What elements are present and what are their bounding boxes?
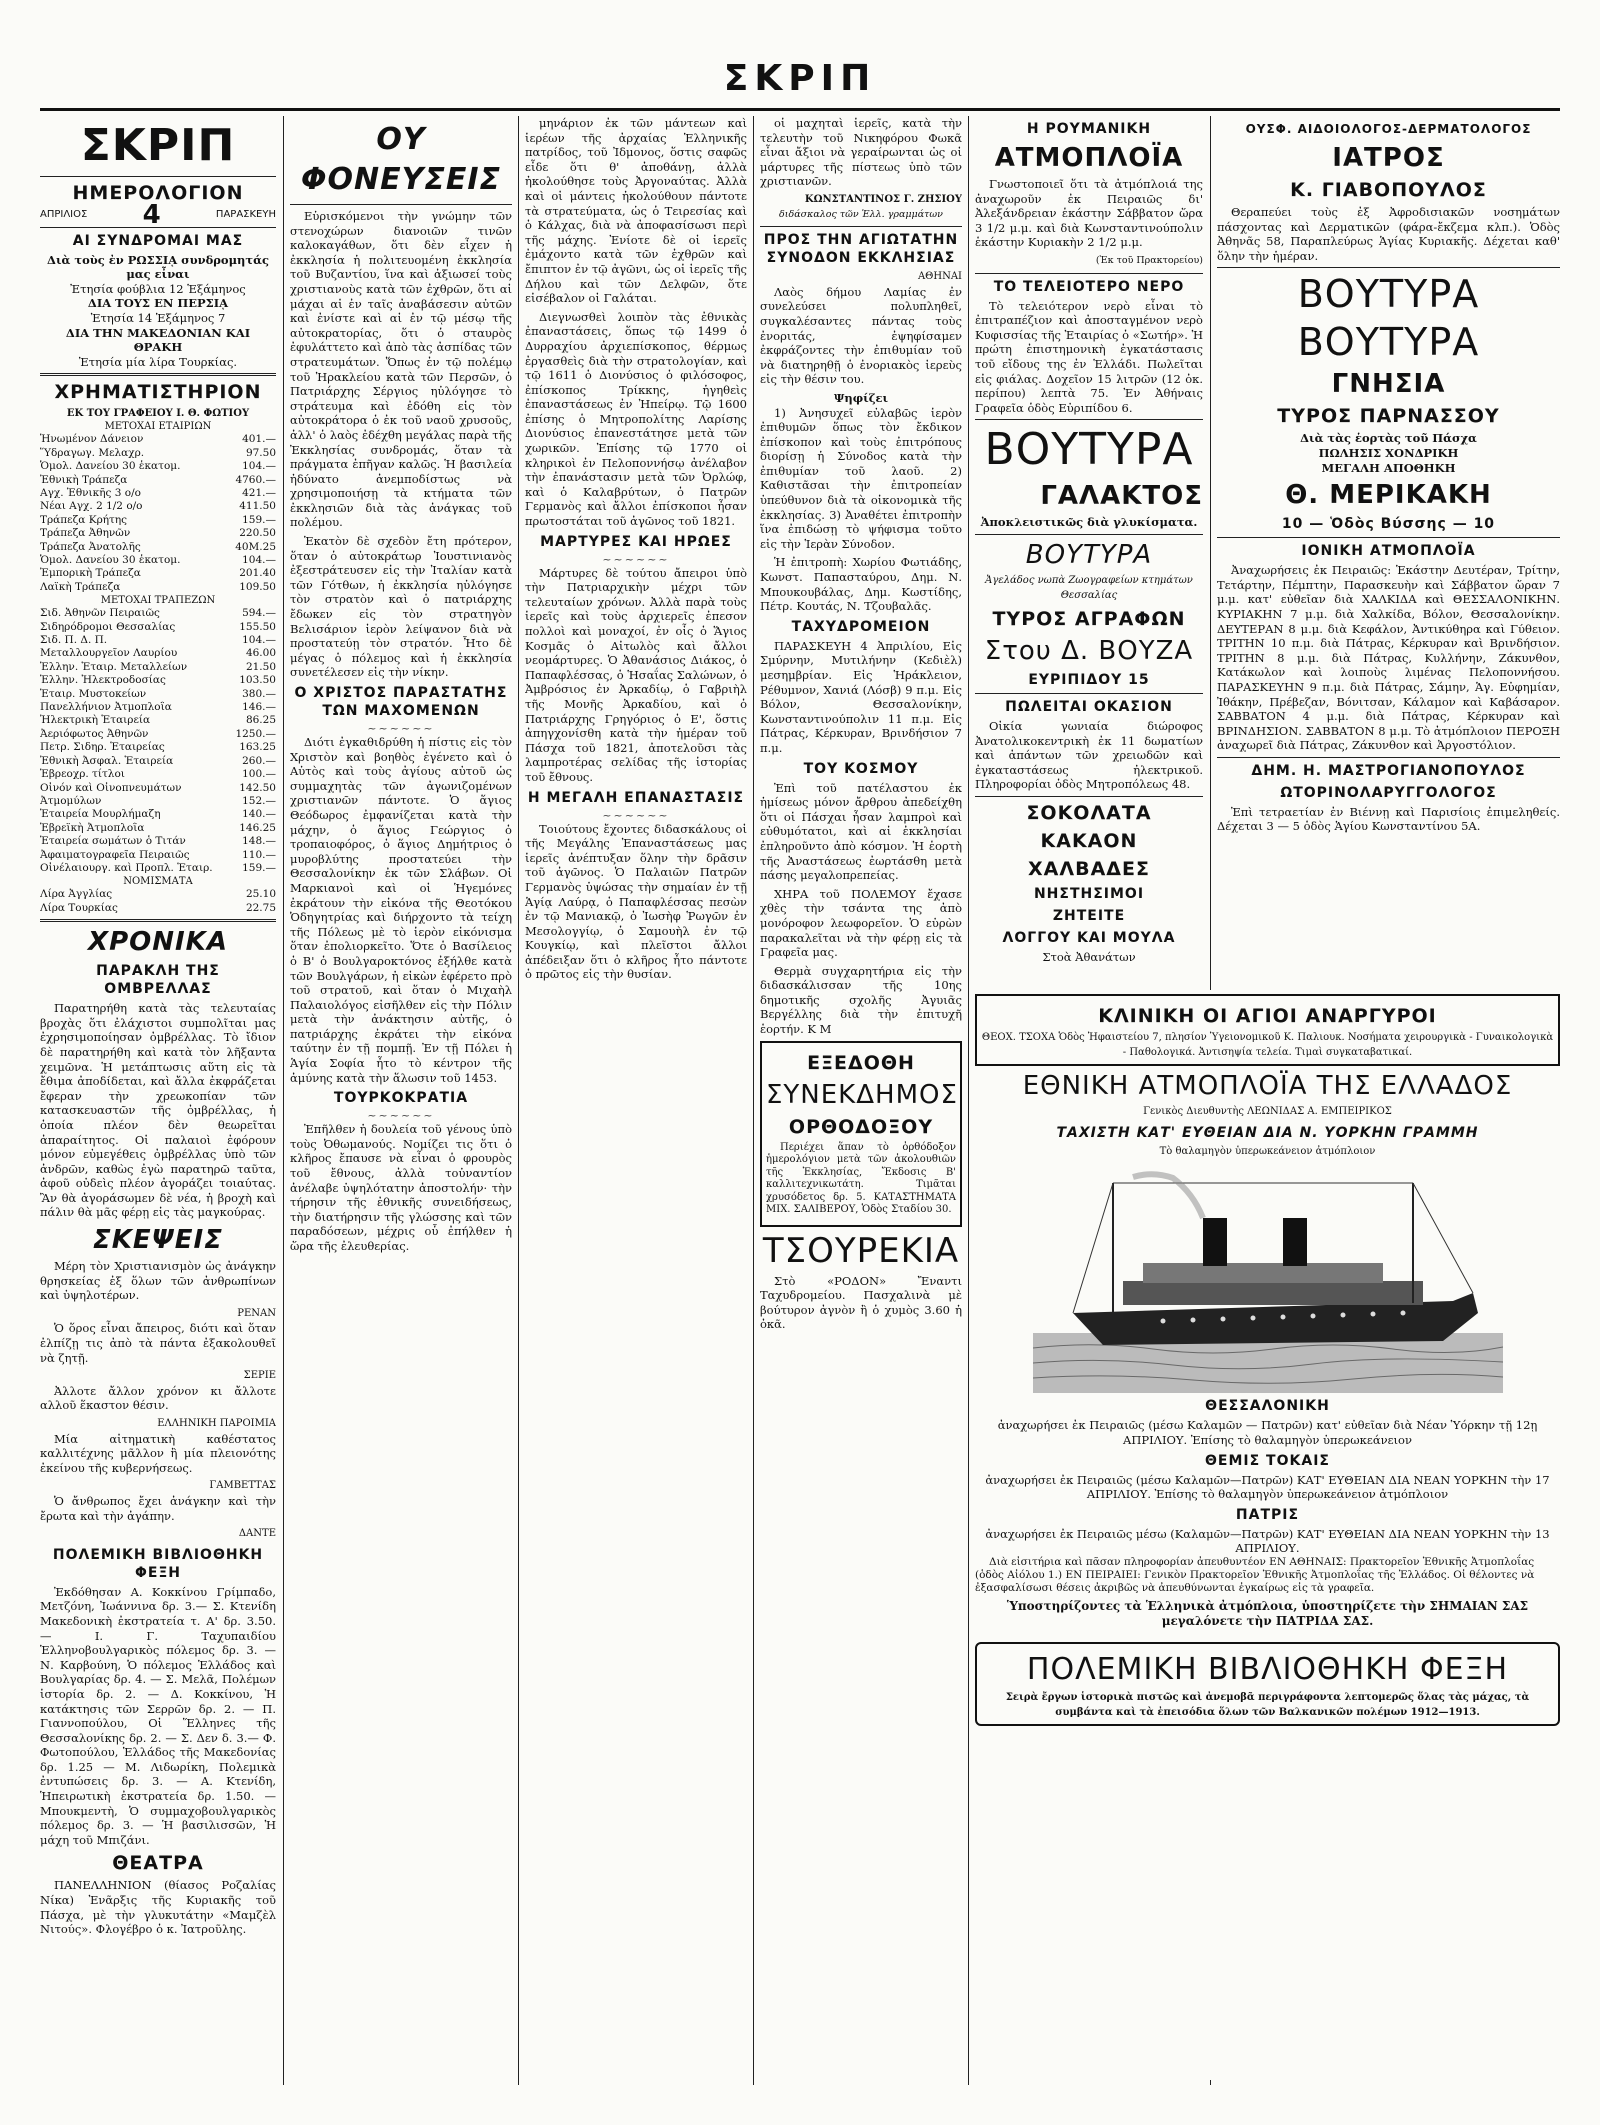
table-row <box>40 862 276 875</box>
masthead: ΣΚΡΙΠ <box>723 58 877 99</box>
article-text: οἱ μαχηταὶ ἱερεῖς, κατὰ τὴν τελευτὴν τοῦ Νικηφόρου Φωκᾶ εἶναι ἄξιοι νὰ γεραίρωνται ὡς οἱ μάρτυρες τῆς πίστεως ὑπὸ τῶν χριστιανῶν. <box>760 116 962 189</box>
article-text: Ἐπῆλθεν ἡ δουλεία τοῦ γένους ὑπὸ τοὺς Ὀθωμανούς. Νομίζει τις ὅτι ὁ κλῆρος ἔπαυσε νὰ εἶναι ὁ φρουρὸς τοῦ ἔθνους, ἀλλὰ τοὐναντίον ἀνέλαβε ὑψηλότατην ἀποστολήν· τὴν τήρησιν τῆς ἐθνικῆς συνειδήσεως, τὴν διατήρησιν τῆς γλώσσης καὶ τῶν παραδόσεων, μέχρις οὗ ἐπήλθεν ἡ ὥρα τῆς ἐλευθερίας. <box>290 1122 512 1253</box>
row-value: 21.50 <box>245 660 276 673</box>
theatres-heading: ΘΕΑΤΡΑ <box>112 1852 204 1875</box>
advert-line: ΤΑΧΙΣΤΗ ΚΑΤ' ΕΥΘΕΙΑΝ ΔΙΑ Ν. ΥΟΡΚΗΝ ΓΡΑΜΜΗ <box>1056 1124 1479 1141</box>
calendar-weekday: ΠΑΡΑΣΚΕΥΗ <box>215 209 276 220</box>
divider <box>975 534 1203 535</box>
advert-text: Διὰ εἰσιτήρια καὶ πᾶσαν πληροφορίαν ἀπευθυντέον ΕΝ ΑΘΗΝΑΙΣ: Πρακτορεῖον Ἐθνικῆς Ἀτμοπλοΐας (ὁδὸς Αἰόλου 1.) ΕΝ ΠΕΙΡΑΙΕΙ: Γενικὸν Πρακτορεῖον Ἐθνικῆς Ἀτμοπλοΐας τῆς Ἑλλάδος. Οἱ θέλοντες νὰ ἐξασφαλίσωσι θέσεις ἀκριβῶς νὰ ἀπευθύνωνται ἐγκαίρως εἰς τὰ γραφεῖα. <box>975 1555 1535 1594</box>
row-value: 163.25 <box>239 741 276 754</box>
row-label: Τράπεζα Ἀνατολῆς <box>40 540 141 553</box>
row-value: 421.— <box>242 486 276 499</box>
row-label: Οἰνόν καὶ Οἰνοπνευμάτων <box>40 781 182 794</box>
advert-line: ΚΑΚΑΟΝ <box>1040 830 1138 853</box>
divider <box>1217 757 1560 758</box>
advert-text: Περιέχει ἅπαν τὸ ὀρθόδοξον ἡμερολόγιον μετὰ τῶν ἀκολουθιῶν τῆς Ἐκκλησίας, Ἔκδοσις Β' καλλιτεχνικωτάτη. Τιμᾶται χρυσόδετος δρ. 5. ΚΑΤΑΣΤΗΜΑΤΑ ΜΙΧ. ΣΑΛΙΒΕΡΟΥ, Ὁδὸς Σταδίου 30. <box>766 1141 956 1216</box>
subscriptions-heading: ΑΙ ΣΥΝΔΡΟΜΑΙ ΜΑΣ <box>72 232 244 249</box>
row-label: Ἡνωμένον Δάνειον <box>40 433 144 446</box>
table-row <box>40 527 276 540</box>
row-label: Λαϊκὴ Τράπεζα <box>40 580 121 593</box>
advert-heading: ΠΩΛΕΙΤΑΙ ΟΚΑΣΙΟΝ <box>1005 699 1173 716</box>
advert-text: Θεραπεύει τοὺς ἐξ Ἀφροδισιακῶν νοσημάτων πάσχοντας καὶ Δερματικῶν (φάρα-ἔκζεμα κλπ.). Ὁδὸς Ἀθηνᾶς 58, Παραπλεύρως Ἁγίας Κυριακῆς. Δέχεται καθ' ὅλην τὴν ἡμέραν. <box>1217 205 1560 263</box>
table-row <box>40 433 276 446</box>
row-label: Ἑβρεϊκὴ Ἀτμοπλοΐα <box>40 821 145 834</box>
row-value: 22.75 <box>245 901 276 914</box>
row-label: Ἀτμομύλων <box>40 794 102 807</box>
table-row <box>40 728 276 741</box>
advert-title: ΒΟΥΤΥΡΑ <box>984 424 1194 476</box>
library-advert <box>975 1642 1560 1726</box>
quote-text: Ὁ ὅρος εἶναι ἄπειρος, διότι καὶ ὅταν ἐλπίζῃ τις ἀπὸ τὰ πάντα ἐξακολουθεῖ νὰ ζητῇ. <box>40 1321 276 1365</box>
article-author-title: διδάσκαλος τῶν Ἑλλ. γραμμάτων <box>779 208 943 220</box>
column-divider <box>968 116 969 2085</box>
advert-text: Γνωστοποιεῖ ὅτι τὰ ἀτμόπλοιά της ἀναχωροῦν ἐκ Πειραιῶς δι' Ἀλεξάνδρειαν ἑκάστην Σάββατον ὥρα 3 1/2 μ.μ. καὶ διὰ Κωνσταντινούπολιν ἑκάστην Κυριακὴν 2 1/2 μ.μ. <box>975 177 1203 250</box>
quote-text: Μέρη τὸν Χριστιανισμὸν ὡς ἀνάγκην θρησκείας ἐξ ὅλων τῶν ἀνθρωπίνων καὶ ὑψηλοτέρων. <box>40 1259 276 1303</box>
row-value: 104.— <box>242 634 276 647</box>
chronika-subheading: ΠΑΡΑΚΛΗ ΤΗΣ ΟΜΒΡΕΛΛΑΣ <box>96 963 220 998</box>
article-subheading: Ο ΧΡΙΣΤΟΣ ΠΑΡΑΣΤΑΤΗΣ ΤΩΝ ΜΑΧΟΜΕΝΩΝ <box>294 685 508 719</box>
advert-address: ΕΥΡΙΠΙΔΟΥ 15 <box>1028 672 1150 689</box>
steamship-illustration <box>1033 1163 1503 1393</box>
stock-list <box>40 607 276 875</box>
row-label: Πετρ. Σιδηρ. Ἑταιρείας <box>40 741 165 754</box>
article-text: Ἡ ἐπιτροπὴ: Χωρίου Φωτιάδης, Κωνστ. Παπασταύρου, Δημ. Ν. Μπουκουβάλας, Δημ. Κωστίδης, Πέτρ. Κουτάς, Ν. Τζουβαλᾶς. <box>760 555 962 614</box>
table-row <box>40 741 276 754</box>
advert-subtitle: ΤΥΡΟΣ ΠΑΡΝΑΣΣΟΥ <box>1277 405 1500 428</box>
table-row <box>40 701 276 714</box>
quote-author: ΔΑΝΤΕ <box>238 1528 276 1540</box>
divider <box>760 226 962 227</box>
advert-heading: ΤΟ ΤΕΛΕΙΟΤΕΡΟ ΝΕΡΟ <box>993 278 1185 295</box>
quote-author: ΡΕΝΑΝ <box>237 1307 276 1319</box>
row-value: 146.25 <box>239 821 276 834</box>
article-text: μηνάριον ἐκ τῶν μάντεων καὶ ἱερέων τῆς ἀρχαίας Ἑλληνικῆς πατρίδος, τοῦ Ἰδμονος, ὅστις σαφῶς εἶδε ὅτι θ' ἀποθάνῃ, ἀλλὰ ἠκολούθησε τοὺς Ἀργοναύτας. Ἀλλὰ καὶ οἱ μάντεις ἠκολούθουν πάντοτε τὰ στρατεύματα, ὡς ὁ Τειρεσίας καὶ ὁ Κάλχας, διὰ νὰ ἀποφασίσωσι περὶ τῆς μάχης. Ἐνίοτε δὲ οἱ ἱερεῖς ἐμάχοντο κατὰ τῶν ἐχθρῶν καὶ ἔπιπτον ἐν τῷ ἀγῶνι, ὡς οἱ ἱερεῖς τῆς Δήλου καὶ τῶν Δελφῶν, ὅτε εἰσέβαλον οἱ Γαλάται. <box>525 116 747 306</box>
advert-text: Ἀγελάδος νωπὰ Ζωογραφείων κτημάτων Θεσσαλίας <box>985 574 1193 601</box>
paper-title: ΣΚΡΙΠ <box>80 120 236 171</box>
advert-slogan: Ὑποστηρίζοντες τὰ Ἑλληνικὰ ἀτμόπλοια, ὑποστηρίζετε τὴν ΣΗΜΑΙΑΝ ΣΑΣ μεγαλόνετε τὴν ΠΑΤΡΙΔΑ ΣΑΣ. <box>1006 1598 1529 1628</box>
article-text: Θερμὰ συγχαρητήρια εἰς τὴν διδασκάλισσαν τῆς 10ης δημοτικῆς σχολῆς Ἀγυιᾶς Βεργέλλης διὰ τὴν ἐπιτυχῆ ἑορτήν. Κ Μ <box>760 963 962 1037</box>
table-row <box>40 714 276 727</box>
row-label: Τράπεζα Ἀθηνῶν <box>40 527 131 540</box>
row-value: 411.50 <box>239 500 276 513</box>
article-text: ΠΑΡΑΣΚΕΥΗ 4 Ἀπριλίου, Εἰς Σμύρνην, Μυτιλήνην (Κεδιὲλ) μεσημβρίαν. Εἰς Ἡράκλειον, Ρέθυμνον, Χανιά (Λόσβ) 9 π.μ. Εἰς Βόλον, Θεσσαλονίκην, Κωνσταντινούπολιν 11 π.μ. Εἰς Πάτρας, Κέρκυραν, Βρινδήσιον 7 π.μ. <box>760 638 962 755</box>
advert-subtitle: ΤΥΡΟΣ ΑΓΡΑΦΩΝ <box>992 608 1186 631</box>
divider <box>40 919 276 922</box>
row-value: 103.50 <box>239 674 276 687</box>
article-text: Ἐκδόθησαν Α. Κοκκίνου Γρίμπαδο, Μετζόνη, Ἰωάννινα δρ. 3.— Σ. Κτενίδη Μακεδονικὴ ἐκστρατεία τ. Α' δρ. 3.50.— Ι. Γ. Ταχυπαιδίου Ἑλληνοβουλγαρικὸς πόλεμος δρ. 3. — Ν. Καρβούνη, Ὁ πόλεμος Ἑλλάδος καὶ Βουλγαρίας δρ. 4. — Σ. Μελᾶ, Πολέμων ἱστορία δρ. 2. — Δ. Κοκκίνου, Ἡ κατάκτησις τῶν Σερρῶν δρ. 2. — Π. Γιαννοπούλου, Οἱ Ἕλληνες τῆς Θεσσαλονίκης δρ. 2. — Σ. Δεν δ. 3.— Φ. Φωτοπούλου, Ἑλλάδος τῆς Μακεδονίας δρ. 1.25 — Μ. Λιδωρίκη, Πολεμικὰ ἐντυπώσεις δρ. 3. — Α. Κτενίδη, Ἡπειρωτικὴ ἐκστρατεία δρ. 1.50. — Μπουκμεντὴ, Ὁ συμμαχοβουλγαρικὸς πόλεμος δρ. 3. — Ἡ βασιλισσῶν, Ἡ μάχη τοῦ Μπιζάνι. <box>40 1584 276 1847</box>
article-subheading: Ψηφίζει <box>833 390 889 405</box>
row-value: 401.— <box>242 433 276 446</box>
article-text: Διεγνωσθεὶ λοιπὸν τὰς ἐθνικὰς ἐπαναστάσεις, ὅπως τῷ 1499 ὁ Δυρραχίου ἀρχιεπίσκοπος, θέρμως ἐργασθεὶς διὰ τὴν στρατολογίαν, καὶ τῷ 1611 ὁ Διονύσιος ὁ φιλόσοφος, ἐπίσκοπος Τρίκκης, ἡγηθεὶς ἐπαναστάσεως ἐν Ἠπείρῳ. Τῷ 1600 ἐπίσης ὁ Μητροπολίτης Λαρίσης Διονύσιος ἐπανεστάτησε μετὰ τῶν χωρικῶν. Ἐπίσης τῷ 1770 οἱ κληρικοὶ ἐν Πελοποννήσῳ ἀνέλαβον τὴν ἐπανάστασιν μετὰ τῶν Ὀρλώφ, καὶ ὁ Καλαβρύτων, ὁ Πατρῶν Γερμανὸς καὶ ἄλλοι ἐπίσκοποι ἦσαν πρωτοστάται τοῦ ἀγῶνος τοῦ 1821. <box>525 309 747 529</box>
advert-title: ΒΟΥΤΥΡΑ <box>1297 272 1480 317</box>
quote-text: Ἀλλοτε ἄλλον χρόνον κι ἄλλοτε αλλοῦ ἕκαστον θέσιν. <box>40 1383 276 1413</box>
quote-text: Ὁ ἄνθρωπος ἔχει ἀνάγκην καὶ τὴν ἔρωτα καὶ τὴν ἀγάπην. <box>40 1493 276 1523</box>
advert-heading: ΕΞΕΔΟΘΗ <box>807 1051 915 1074</box>
ship-name: ΠΑΤΡΙΣ <box>1235 1506 1300 1523</box>
table-row <box>40 514 276 527</box>
article-headline: ΟΥ ΦΟΝΕΥΣΕΙΣ <box>301 122 501 197</box>
article-text: Λαὸς δήμου Λαμίας ἐν συνελεύσει πολυπληθεῖ, συγκαλέσαντες πάντας τοὺς ἐνοριτάς, ἐψηφίσαμεν ἐκφράζοντες τὴν ἐπιθυμίαν τοῦ νὰ διατηρηθῇ ὁ ἐνοριακὸς ἱερεὺς εἰς τὴν θέσιν του. <box>760 284 962 387</box>
ship-text: ἀναχωρήσει ἐκ Πειραιῶς μέσω (Καλαμῶν—Πατρῶν) ΚΑΤ' ΕΥΘΕΙΑΝ ΔΙΑ ΝΕΑΝ ΥΟΡΚΗΝ τὴν 13 ΑΠΡΙΛΙΟΥ. <box>985 1526 1550 1556</box>
row-label: Νέαι Αγχ. 2 1/2 ο/ο <box>40 500 143 513</box>
column-6 <box>1217 116 1560 985</box>
row-label: Ἐθνικὴ Τράπεζα <box>40 473 128 486</box>
ship-text: ἀναχωρήσει ἐκ Πειραιῶς (μέσω Καλαμῶν — Πατρῶν) κατ' εὐθεῖαν διὰ Νέαν Ὑόρκην τῇ 12ῃ ΑΠΡΙΛΙΟΥ. Ἐπίσης τὸ θαλαμηγὸν ὑπερωκεάνειον <box>997 1418 1538 1447</box>
advert-line: ΠΩΛΗΣΙΣ ΧΟΝΔΡΙΚΗ <box>1318 445 1459 460</box>
row-value: 142.50 <box>239 781 276 794</box>
row-value: 104.— <box>242 460 276 473</box>
row-value: 220.50 <box>239 527 276 540</box>
advert-text: Ἐπὶ τετραετίαν ἐν Βιέννῃ καὶ Παρισίοις ἐπιμεληθείς. Δέχεται 3 — 5 ὁδὸς Ἁγίου Κωνσταντίνου 5Α. <box>1217 804 1560 834</box>
advert-name: ΔΗΜ. Η. ΜΑΣΤΡΟΓΙΑΝΟΠΟΥΛΟΣ <box>1251 762 1526 779</box>
table-row <box>40 474 276 487</box>
quote-text: Μία αἰτηματικὴ καθέστατος καλλιτέχνης μᾶλλον ἢ μία πλειονότης ἐκείνου τῆς κυβερνήσεως. <box>40 1431 276 1475</box>
article-text: ΠΑΝΕΛΛΗΝΙΟΝ (θίασος Ροζαλίας Νίκα) Ἐνᾶρξις τῆς Κυριακῆς τοῦ Πάσχα, μὲ τὴν γλυκυτάτην «Μαμζὲλ Νιτούς». Φλογέβρο ὁ κ. Ἰατροῦλης. <box>40 1878 276 1937</box>
article-author: ΚΩΝΣΤΑΝΤΙΝΟΣ Γ. ΖΗΣΙΟΥ <box>804 193 962 205</box>
advert-text: Ἀναχωρήσεις ἐκ Πειραιῶς: Ἑκάστην Δευτέραν, Τρίτην, Τετάρτην, Πέμπτην, Παρασκευὴν καὶ Σάββατον ὥραν 7 μ.μ. κατ' εὐθεῖαν διὰ ΧΑΛΚΙΔΑ καὶ ΘΕΣΣΑΛΟΝΙΚΗΝ. ΚΥΡΙΑΚΗΝ 7 μ.μ. διὰ Χαλκίδα, Βόλον, Θεσσαλονίκην. ΔΕΥΤΕΡΑΝ 8 μ.μ. διὰ Κεφάλον, Ἀντικύθηρα καὶ Γύθειον. ΤΡΙΤΗΝ 10 π.μ. διὰ Πάτρας, Κέρκυραν καὶ Βρινδήσιον. ΤΡΙΤΗΝ 8 μ.μ. διὰ Πάτρας, Κυλλήνην, Ζάκυνθον, Κατάκωλον καὶ λοιποὺς λιμένας Πελοποννήσου. ΠΑΡΑΣΚΕΥΗΝ 9 π.μ. διὰ Πάτρας, Σάμην, Ἁγ. Εὐφημίαν, Ἰθάκην, Πρέβεζαν, Βόνιτσαν, Κάλαμον καὶ Καβάσαρον. ΣΑΒΒΑΤΟΝ 4 μ.μ. διὰ Πάτρας, Κέρκυραν καὶ ΒΡΙΝΔΗΣΙΟΝ. ΣΑΒΒΑΤΟΝ 8 μ.μ. Τὸ ἀτμόπλοιον ΠΕΡΟΞΗ ἀναχωρεῖ διὰ Πάτρας, Ζάκυνθον καὶ Ἀργοστόλιον. <box>1217 563 1560 753</box>
advert-heading: Η ΡΟΥΜΑΝΙΚΗ <box>1026 121 1152 137</box>
row-label: Σιδηρόδρομοι Θεσσαλίας <box>40 620 176 633</box>
stock-exchange-sub: ΜΕΤΟΧΑΙ ΤΡΑΠΕΖΩΝ <box>100 595 216 607</box>
table-row <box>40 500 276 513</box>
book-advert <box>760 1041 962 1227</box>
subscription-russia-price: Ἐτησία φούβλια 12 Ἑξάμηνος <box>70 281 246 296</box>
ornament: ~~~~~~ <box>367 722 435 735</box>
row-label: Μεταλλουργεῖον Λαυρίου <box>40 647 178 660</box>
advert-text: Τὸ τελειότερον νερὸ εἶναι τὸ ἐπιτραπέζιον καὶ ἀποσταγμένον νερὸ Κυφισσίας τῆς Ἑταιρίας ὁ «Σωτήρ». Ἡ πρώτη ἐπιστημονικὴ ἐγκατάστασις τοῦ εἴδους της ἐν Ἑλλάδι. Πωλεῖται εἰς φιάλας. Δοχεῖον 15 λιτρῶν (12 ὀκ. περίπου) λεπτὰ 75. Ἐν Ἀθήναις Γραφεῖα ὁδὸς Εὐριπίδου 6. <box>975 298 1203 415</box>
row-value: 86.25 <box>245 714 276 727</box>
subscription-macedonia-price: Ἐτησία μία λίρα Τουρκίας. <box>78 354 238 369</box>
table-row <box>40 487 276 500</box>
clinic-advert <box>975 994 1560 1066</box>
table-row <box>40 835 276 848</box>
row-value: 40M.25 <box>235 540 276 553</box>
column-3 <box>525 116 747 2085</box>
advert-line: Στοὰ Ἀθανάτων <box>1042 950 1136 965</box>
row-label: Λίρα Τουρκίας <box>40 901 118 914</box>
advert-text: Οἰκία γωνιαία διώροφος Ἀνατολικοκεντρικὴ ἐκ 11 δωματίων καὶ ἁπάντων τῶν χρειωδῶν καὶ ἐγκαταστάσεως ἠλεκτρικοῦ. Πληροφορίαι ὁδὸς Μητροπόλεως 48. <box>975 719 1203 792</box>
ornament: ~~~~~~ <box>602 808 670 822</box>
subscription-persia-price: Ἐτησία 14 Ἑξάμηνος 7 <box>90 310 226 325</box>
column-divider <box>283 116 284 2085</box>
divider <box>40 373 276 376</box>
advert-line: Διὰ τὰς ἑορτὰς τοῦ Πάσχα <box>1300 431 1477 446</box>
advert-title: ΚΛΙΝΙΚΗ ΟΙ ΑΓΙΟΙ ΑΝΑΡΓΥΡΟΙ <box>1098 1005 1437 1027</box>
advert-heading: ΙΟΝΙΚΗ ΑΤΜΟΠΛΟΪΑ <box>1301 543 1476 560</box>
row-value: 159.— <box>242 513 276 526</box>
divider <box>1217 267 1560 268</box>
article-text: Ἑκατὸν δὲ σχεδὸν ἔτη πρότερον, ὅταν ὁ αὐτοκράτωρ Ἰουστινιανὸς ἐξεστράτευσεν εἰς τὴν Ἰταλίαν κατὰ τῶν Γότθων, ἡ ἐκκλησία ηὐλόγησε τὸν στρατὸν καὶ ὁ πατριάρχης ἔδωκεν εἰς τὸν στρατηγὸν Βελισάριον ἱερὸν λείψανον διὰ νὰ προστατεύῃ τὸν στρατόν. Ἦτο δὲ μέγας ὁ πόλεμος καὶ ἡ ἐκκλησία συνετέλεσεν εἰς τὴν νίκην. <box>290 534 512 680</box>
table-row <box>40 447 276 460</box>
row-label: Ἑταιρ. Μυστοκείων <box>40 687 147 700</box>
ship-text: ἀναχωρήσει ἐκ Πειραιῶς (μέσω Καλαμῶν—Πατρῶν) ΚΑΤ' ΕΥΘΕΙΑΝ ΔΙΑ ΝΕΑΝ ΥΟΡΚΗΝ τὴν 17 ΑΠΡΙΛΙΟΥ. Ἐπίσης τὸ θαλαμηγὸν ὑπερωκεάνειον ἀτμόπλοιον <box>985 1472 1550 1502</box>
table-row <box>40 674 276 687</box>
row-value: 594.— <box>242 607 276 620</box>
table-row <box>40 795 276 808</box>
row-value: 46.00 <box>245 647 276 660</box>
calendar-title: ΗΜΕΡΟΛΟΓΙΟΝ <box>72 182 244 204</box>
table-row <box>40 688 276 701</box>
advert-text: Στὸ «ΡΟΔΟΝ» Ἔναντι Ταχυδρομείου. Πασχαλινὰ μὲ βούτυρον ἀγνὸν ἢ ὁ χυμὸς 3.60 ἡ ὀκᾶ. <box>760 1273 962 1332</box>
skepseis-heading: ΣΚΕΨΕΙΣ <box>93 1225 223 1256</box>
calendar-month: ΑΠΡΙΛΙΟΣ <box>40 209 88 220</box>
row-value: 146.— <box>242 701 276 714</box>
table-row <box>40 647 276 660</box>
table-row <box>40 541 276 554</box>
article-subheading: ΤΟΥΡΚΟΚΡΑΤΙΑ <box>333 1090 469 1107</box>
row-label: Ἀφαιματογραφεῖα Πειραιῶς <box>40 848 190 861</box>
advert-name: Κ. ΓΙΑΒΟΠΟΥΛΟΣ <box>1290 179 1487 201</box>
advert-title: ΑΤΜΟΠΛΟΪΑ <box>994 143 1184 173</box>
divider <box>975 273 1203 274</box>
calendar-date <box>40 200 276 230</box>
divider <box>975 796 1203 797</box>
advert-title: ΒΟΥΤΥΡΑ <box>1025 539 1153 570</box>
row-label: Ὕδραγωγ. Μελαχρ. <box>40 446 145 459</box>
advert-subtitle: ΓΝΗΣΙΑ <box>1331 369 1446 400</box>
subscription-persia: ΔΙΑ ΤΟΥΣ ΕΝ ΠΕΡΣΙᾼ <box>87 296 229 311</box>
table-row <box>40 849 276 862</box>
ship-name: ΘΕΣΣΑΛΟΝΙΚΗ <box>1205 1398 1330 1415</box>
row-label: Αγχ. Ἐθνικῆς 3 ο/ο <box>40 486 141 499</box>
row-value: 148.— <box>242 835 276 848</box>
advert-line: ΛΟΓΓΟΥ ΚΑΙ ΜΟΥΛΑ <box>1002 930 1176 947</box>
article-text: 1) Ἀνησυχεῖ εὐλαβῶς ἱερὸν ἐπιθυμῶν ὅπως τὸν ἔκδικον ἐπίσκοπον καὶ τοὺς ἐπιτρόπους διορίσῃ ἡ Σύνοδος κατὰ τὴν ἐπιθυμίαν τοῦ λαοῦ. 2) Καθιστᾶσαι τὴν ἐπιτροπείαν ὑπεύθυνον διὰ τὰ οἰκονομικὰ τῆς ἐκκλησίας. 3) Ἀναθέτει ἐπιτροπὴν ἵνα ἐπιδώσῃ τὸ ψήφισμα τοῦτο εἰς τὴν Ἱερὰν Σύνοδον. <box>760 405 962 551</box>
table-row <box>40 755 276 768</box>
article-headline: ΠΡΟΣ ΤΗΝ ΑΓΙΩΤΑΤΗΝ ΣΥΝΟΔΟΝ ΕΚΚΛΗΣΙΑΣ <box>763 232 959 267</box>
advert-name: Στου Δ. ΒΟΥΖΑ <box>984 636 1194 667</box>
advert-title: ΠΟΛΕΜΙΚΗ ΒΙΒΛΙΟΘΗΚΗ ΦΕΞΗ <box>1026 1652 1509 1688</box>
advert-subtitle: ΓΑΛΑΚΤΟΣ <box>1040 481 1203 512</box>
advert-line: Τὸ θαλαμηγὸν ὑπερωκεάνειον ἀτμόπλοιον <box>1159 1145 1376 1157</box>
chronika-heading: ΧΡΟΝΙΚΑ <box>88 927 228 958</box>
row-value: 152.— <box>242 794 276 807</box>
advert-heading: ΟΥΣΦ. ΑΙΔΟΙΟΛΟΓΟΣ-ΔΕΡΜΑΤΟΛΟΓΟΣ <box>1245 122 1532 136</box>
row-label: Ἑλλην. Ἠλεκτροδοσίας <box>40 674 166 687</box>
quote-author: ΣΕΡΙΕ <box>243 1370 276 1382</box>
stock-exchange-heading: ΧΡΗΜΑΤΙΣΤΗΡΙΟΝ <box>54 381 262 404</box>
row-label: Οἰνέλαιουργ. καὶ Προπλ. Ἑταιρ. <box>40 861 213 874</box>
row-label: Ἑβρεοχρ. τίτλοι <box>40 768 125 781</box>
row-value: 380.— <box>242 687 276 700</box>
advert-line: ΝΗΣΤΗΣΙΜΟΙ <box>1033 886 1145 903</box>
row-label: Τράπεζα Κρήτης <box>40 513 128 526</box>
table-row <box>40 607 276 620</box>
article-subheading: ΜΑΡΤΥΡΕΣ ΚΑΙ ΗΡΩΕΣ <box>540 533 732 550</box>
column-4 <box>760 116 962 2085</box>
column-1 <box>40 116 276 2085</box>
row-label: Ἑταιρεία σωμάτων ὁ Τιτάν <box>40 835 186 848</box>
divider <box>1217 537 1560 538</box>
stock-exchange-sub: ΜΕΤΟΧΑΙ ΕΤΑΙΡΙΩΝ <box>104 421 212 433</box>
stock-exchange-source: ΕΚ ΤΟΥ ΓΡΑΦΕΙΟΥ Ι. Θ. ΦΩΤΙΟΥ <box>66 408 250 420</box>
masthead-rule <box>40 108 1560 111</box>
row-label: Ἠλεκτρικὴ Ἑταιρεία <box>40 714 151 727</box>
divider <box>975 693 1203 694</box>
row-value: 1250.— <box>235 727 276 740</box>
subscription-macedonia: ΔΙΑ ΤΗΝ ΜΑΚΕΔΟΝΙΑΝ ΚΑΙ ΘΡΑΚΗ <box>65 325 251 355</box>
advert-title: ΣΥΝΕΚΔΗΜΟΣ <box>766 1079 958 1110</box>
table-row <box>40 621 276 634</box>
row-value: 155.50 <box>239 620 276 633</box>
advert-line: ΖΗΤΕΙΤΕ <box>1052 908 1126 925</box>
row-label: Ἀεριόφωτος Ἀθηνῶν <box>40 727 149 740</box>
currency-list <box>40 888 276 915</box>
advert-line: ΧΑΛΒΑΔΕΣ <box>1028 858 1150 881</box>
table-row <box>40 460 276 473</box>
article-subheading: Η ΜΕΓΑΛΗ ΕΠΑΝΑΣΤΑΣΙΣ <box>527 789 745 806</box>
ornament: ~~~~~~ <box>602 552 670 566</box>
divider <box>975 419 1203 420</box>
row-label: Ἑταιρεία Μουρλήμαζη <box>40 808 161 821</box>
advert-subtitle: Σειρὰ ἔργων ἱστορικὰ πιστῶς καὶ ἀνεμοβᾶ περιγράφοντα λεπτομερῶς ὅλας τὰς μάχας, τὰ συμβάντα καὶ τὰ ἐπεισόδια ὅλων τῶν Βαλκανικῶν πολέμων 1912—1913. <box>1005 1692 1530 1718</box>
library-heading: ΠΟΛΕΜΙΚΗ ΒΙΒΛΙΟΘΗΚΗ ΦΕΞΗ <box>52 1546 264 1581</box>
row-value: 104.— <box>242 554 276 566</box>
table-row <box>40 808 276 821</box>
article-text: Τοιούτους ἔχοντες διδασκάλους οἱ τῆς Μεγάλης Ἐπαναστάσεως μας ἱερεῖς ἀνέπτυξαν ὅλην τὴν δρᾶσιν τοῦ ἀγῶνος. Ὁ Παλαιῶν Πατρῶν Γερμανὸς ὑψώσας τὴν σημαίαν ἐν τῇ Ἁγίᾳ Λαύρᾳ, ὁ Παπαφλέσσας πεσὼν ἐν τῷ Μανιακῷ, ὁ Ἰωσὴφ Ῥωγῶν ἐν Μεσολογγίῳ, ὁ Σαμουὴλ ἐν τῷ Κουγκίῳ, καὶ πλεῖστοι ἄλλοι ἀπέδειξαν ὅτι ὁ κλῆρος ἦτο πάντοτε ὁ πρῶτος εἰς τὴν θυσίαν. <box>525 821 747 982</box>
advert-note: (Ἐκ τοῦ Πρακτορείου) <box>1095 254 1203 266</box>
row-label: Λίρα Ἀγγλίας <box>40 888 113 901</box>
row-value: 201.40 <box>239 567 276 580</box>
column-divider <box>753 116 754 2085</box>
advert-title: ΙΑΤΡΟΣ <box>1332 143 1445 173</box>
advert-line: ΜΕΓΑΛΗ ΑΠΟΘΗΚΗ <box>1321 460 1456 475</box>
table-row <box>40 782 276 795</box>
ship-name: ΘΕΜΙΣ ΤΟΚΑΙΣ <box>1205 1452 1330 1469</box>
row-label: Ἐθνικὴ Ἀσφαλ. Ἑταιρεία <box>40 754 174 767</box>
table-row <box>40 768 276 781</box>
quote-author: ΓΑΜΒΕΤΤΑΣ <box>209 1480 276 1492</box>
table-row <box>40 902 276 915</box>
row-value: 110.— <box>242 848 276 861</box>
table-row <box>40 581 276 594</box>
table-row <box>40 554 276 567</box>
quote-author: ΕΛΛΗΝΙΚΗ ΠΑΡΟΙΜΙΑ <box>157 1418 276 1429</box>
table-row <box>40 888 276 901</box>
article-text: Παρατηρήθη κατὰ τὰς τελευταίας βροχὰς ὅτι ἐλάχιστοι συμπολῖται μας ἐχρησιμοποίησαν ὀμβρέλλας. Τὸ ἴδιον δὲ παρατηρήθη καὶ κατὰ τὸν λῆξαντα χειμῶνα. Ἡ μετάπτωσις αὕτη εἰς τὰ ἔθιμα ἀποδίδεται, καὶ ἄλλα ἐκφράζεται ἔφεραν τὴν χρεωκοπίαν τῶν κατασκευαστῶν τῆς ὀμβρέλλας, ἡ ὁποία πλέον δὲν θεωρεῖται ἀπαραίτητος. Οἱ παλαιοὶ ἐφόρουν μόνον εὐμεγέθεις ὀμβρέλλας ὑπὸ τῶν ἀνδρῶν, καθὼς ἐγὼ παρατηρῶ ταῦτα, ἀφοῦ οὐδεὶς πλέον ἀγοράζει τοιαύτας. Ἂν θὰ ἀγοράσωμεν δὲ νέα, ἡ βροχὴ καὶ πάλιν θὰ μᾶς φέρῃ εἰς τὰς μαγκούρας. <box>40 1001 276 1220</box>
advert-note: Ἀποκλειστικῶς διὰ γλυκίσματα. <box>980 515 1198 530</box>
advert-name: Θ. ΜΕΡΙΚΑΚΗ <box>1285 480 1492 511</box>
row-value: 100.— <box>242 768 276 781</box>
table-row <box>40 822 276 835</box>
advert-title: ΕΘΝΙΚΗ ΑΤΜΟΠΛΟΪΑ ΤΗΣ ΕΛΛΑΔΟΣ <box>1022 1071 1513 1102</box>
article-text: ΧΗΡΑ τοῦ ΠΟΛΕΜΟΥ ἔχασε χθὲς τὴν τσάντα της ἀπὸ μονόροφον λεωφορεῖον. Ὁ εὑρὼν παρακαλεῖται νὰ τὴν φέρῃ εἰς τὰ Γραφεῖα μας. <box>760 886 962 960</box>
advert-title: ΒΟΥΤΥΡΑ <box>1297 320 1480 365</box>
table-row <box>40 661 276 674</box>
row-label: Σιδ. Π. Δ. Π. <box>40 634 108 647</box>
row-label: Ὁμολ. Δανείου 30 ἑκατομ. <box>40 460 181 473</box>
column-2 <box>290 116 512 2085</box>
advert-text: ΘΕΟΧ. ΤΣΟΧΑ Ὁδὸς Ἡφαιστείου 7, πλησίον Ὑγειονομικοῦ Κ. Παλιουκ. Νοσήματα χειρουργικὰ - Γυναικολογικὰ - Παθολογικά. Ἀντισηψία τελεία. Τιμαὶ συγκαταβατικαί. <box>981 1032 1554 1058</box>
society-heading: ΤΟΥ ΚΟΣΜΟΥ <box>803 760 919 777</box>
calendar-day: 4 <box>142 200 161 230</box>
row-label: Ὁμολ. Δανείου 30 ἑκατομ. <box>40 554 181 566</box>
stock-list <box>40 433 276 594</box>
article-text: Ἐπὶ τοῦ πατέλαστου ἐκ ἡμίσεως μόνον ἄρθρου ἀπεδείχθη ὅτι οἱ Πάσχαι ἦσαν λαμπροὶ καὶ εὐθυμότατοι, καὶ αἱ ἐκκλησίαι ἐπληροῦντο ἀπὸ κόσμον. Ἡ ἑορτὴ τῆς Ἀναστάσεως ἐωρτάσθη μετὰ πάσης μεγαλοπρεπείας. <box>760 780 962 883</box>
advert-title: ΤΣΟΥΡΕΚΙΑ <box>762 1230 960 1271</box>
article-text: Μάρτυρες δὲ τούτου ἄπειροι ὑπὸ τὴν Πατριαρχικὴν μέχρι τῶν τελευταίων χρόνων. Ἀλλὰ παρὰ τοὺς ἱερεῖς καὶ τοὺς ἀρχιερεῖς ἐπεσον πολλοὶ καὶ μοναχοί, ἐν οἷς ὁ Ἅγιος Κοσμᾶς ὁ Αἰτωλὸς καὶ ἄλλοι νεομάρτυρες. Ὁ Ἀθανάσιος Διάκος, ὁ Παπαφλέσσας, ὁ Ἡσαΐας Σαλώνων, ὁ Ἀμβρόσιος ἐν Ἀρκαδίῳ, ὁ Γαβριὴλ τῆς Μονῆς Ἀρκαδίου, καὶ ὁ Πατριάρχης Γρηγόριος ὁ Ε', ὅστις ἀπηγχονίσθη κατὰ τὴν ἡμέραν τοῦ Πάσχα τοῦ 1821, ἀποτελοῦσι τὰς λαμπροτέρας σελίδας τῆς ἱστορίας τοῦ ἔθνους. <box>525 565 747 784</box>
post-office-heading: ΤΑΧΥΔΡΟΜΕΙΟΝ <box>791 618 931 635</box>
advert-subtitle: Γενικὸς Διευθυντὴς ΛΕΩΝΙΔΑΣ Α. ΕΜΠΕΙΡΙΚΟΣ <box>1143 1106 1392 1118</box>
column-divider <box>518 116 519 2085</box>
row-value: 159.— <box>242 861 276 874</box>
divider <box>40 176 276 177</box>
article-text: Διότι ἐγκαθιδρύθη ἡ πίστις εἰς τὸν Χριστὸν καὶ βοηθὸς ἐγένετο καὶ ὁ Αὐτὸς καὶ τοὺς ἀγίους αὐτοῦ ὡς συμμαχητὰς τῶν ἀγωνιζομένων χριστιανῶν πάντοτε. Ὁ ἅγιος Θεόδωρος ἐμφανίζεται κατὰ τὴν μάχην, ὁ ἅγιος Γεώργιος ὁ τροπαιοφόρος, ὁ ἅγιος Δημήτριος ὁ μυροβλύτης προστατεύει τὴν Θεσσαλονίκην ἐκ τῶν Σλάβων. Οἱ Μαρκιανοὶ καὶ οἱ Ἡγεμόνες ἐκράτουν τὴν εἰκόνα τῆς Θεοτόκου Ὁδηγητρίας καὶ διήρχοντο τὰ τείχη τῆς Πόλεως μὲ τὸ ἱερὸν εἰκόνισμα ὅταν ἐπολιορκεῖτο. Ὅτε ὁ Βασίλειος ὁ Β' ὁ Βουλγαροκτόνος ἐξήλθε κατὰ τῶν Βουλγάρων, ἡ εἰκὼν ἐφέρετο πρὸ τοῦ στρατοῦ, καὶ ὅταν ὁ Μιχαὴλ Παλαιολόγος εἰσῆλθεν εἰς τὴν Πόλιν μετὰ τὴν ἀνάκτησιν αὐτῆς, ὁ πατριάρχης ἐκράτει τὴν εἰκόνα ταύτην ἐν τῇ πομπῇ. Ἐν τῇ Πόλει ἡ Ἁγία Σοφία ἦτο τὸ κέντρον τῆς ἀμύνης κατὰ τὴν ἅλωσιν τοῦ 1453. <box>290 735 512 1085</box>
advert-title: ΩΤΟΡΙΝΟΛΑΡΥΓΓΟΛΟΓΟΣ <box>1280 784 1497 801</box>
row-label: Ἐμπορικὴ Τράπεζα <box>40 567 141 580</box>
advert-title: ΟΡΘΟΔΟΞΟΥ <box>788 1115 934 1138</box>
advert-address: 10 — Ὁδὸς Βύσσης — 10 <box>1281 516 1496 533</box>
row-value: 97.50 <box>245 446 276 459</box>
article-dateline: ΑΘΗΝΑΙ <box>917 271 962 283</box>
table-row <box>40 567 276 580</box>
row-label: Πανελλήνιον Ἀτμοπλοΐα <box>40 701 172 714</box>
row-value: 140.— <box>242 808 276 821</box>
row-value: 4760.— <box>235 473 276 486</box>
advert-title: ΣΟΚΟΛΑΤΑ <box>1026 802 1152 825</box>
shipping-adverts <box>975 990 1560 2080</box>
article-text: Εὑρισκόμενοι τὴν γνώμην τῶν στενοχώρων διανοιῶν τινῶν καλοκαγάθων, ὅτι δὲν εἶχεν ἡ ἐκκλησία ἡ πολιτευομένη ἐκκλησία τοῦ Βυζαντίου, ἵνα καὶ ἀξιωσεί τοὺς χριστιανοὺς κατὰ τῶν ἐχθρῶν, ὅτι αἱ μάχαι αἱ ἐν ταῖς ἀναβάσεσιν αὐτῶν καὶ ἐνίστε καὶ αἱ ἐν τῷ μέσῳ τῆς αὐτοκρατορίας, ὅτι ὁ σταυρὸς ἐφυλάττετο καὶ ἀπὸ τὰς ἀσπίδας τῶν στρατευμάτων. Ὅπως ἐν τῷ πολέμῳ τοῦ Ἡρακλείου κατὰ τῶν Περσῶν, ὁ Πατριάρχης Σέργιος ηὐλόγησε τὸ στράτευμα καὶ ἐδόθη εἰς τὸν αὐτοκράτορα ὁ ἐκ τοῦ ναοῦ χρυσοῦς, ἀλλ' ὁ λαὸς ἐδέχθη μεγάλας παρὰ τῆς Ἐκκλησίας συνδρομάς, ὅταν τὰ πράγματα ἐπῆγαν καλῶς. Ἡ βασιλεία ἠδύνατο ἀνεμποδίστως νὰ χρησιμοποιήσῃ τὰ κτήματα τῶν ἐκκλησιῶν διὰ τὰς ἀνάγκας τοῦ πολέμου. <box>290 209 512 530</box>
row-value: 25.10 <box>245 888 276 901</box>
divider <box>290 204 512 205</box>
ornament: ~~~~~~ <box>367 1109 435 1123</box>
currency-heading: ΝΟΜΙΣΜΑΤΑ <box>123 876 193 888</box>
subscription-russia: Διὰ τοὺς ἐν ΡΩΣΣΙᾼ συνδρομητάς μας εἶναι <box>47 252 269 282</box>
table-row <box>40 634 276 647</box>
row-value: 260.— <box>242 754 276 767</box>
row-value: 109.50 <box>239 580 276 593</box>
row-label: Σιδ. Ἀθηνῶν Πειραιῶς <box>40 607 160 620</box>
row-label: Ἑλλην. Ἑταιρ. Μεταλλείων <box>40 660 188 673</box>
